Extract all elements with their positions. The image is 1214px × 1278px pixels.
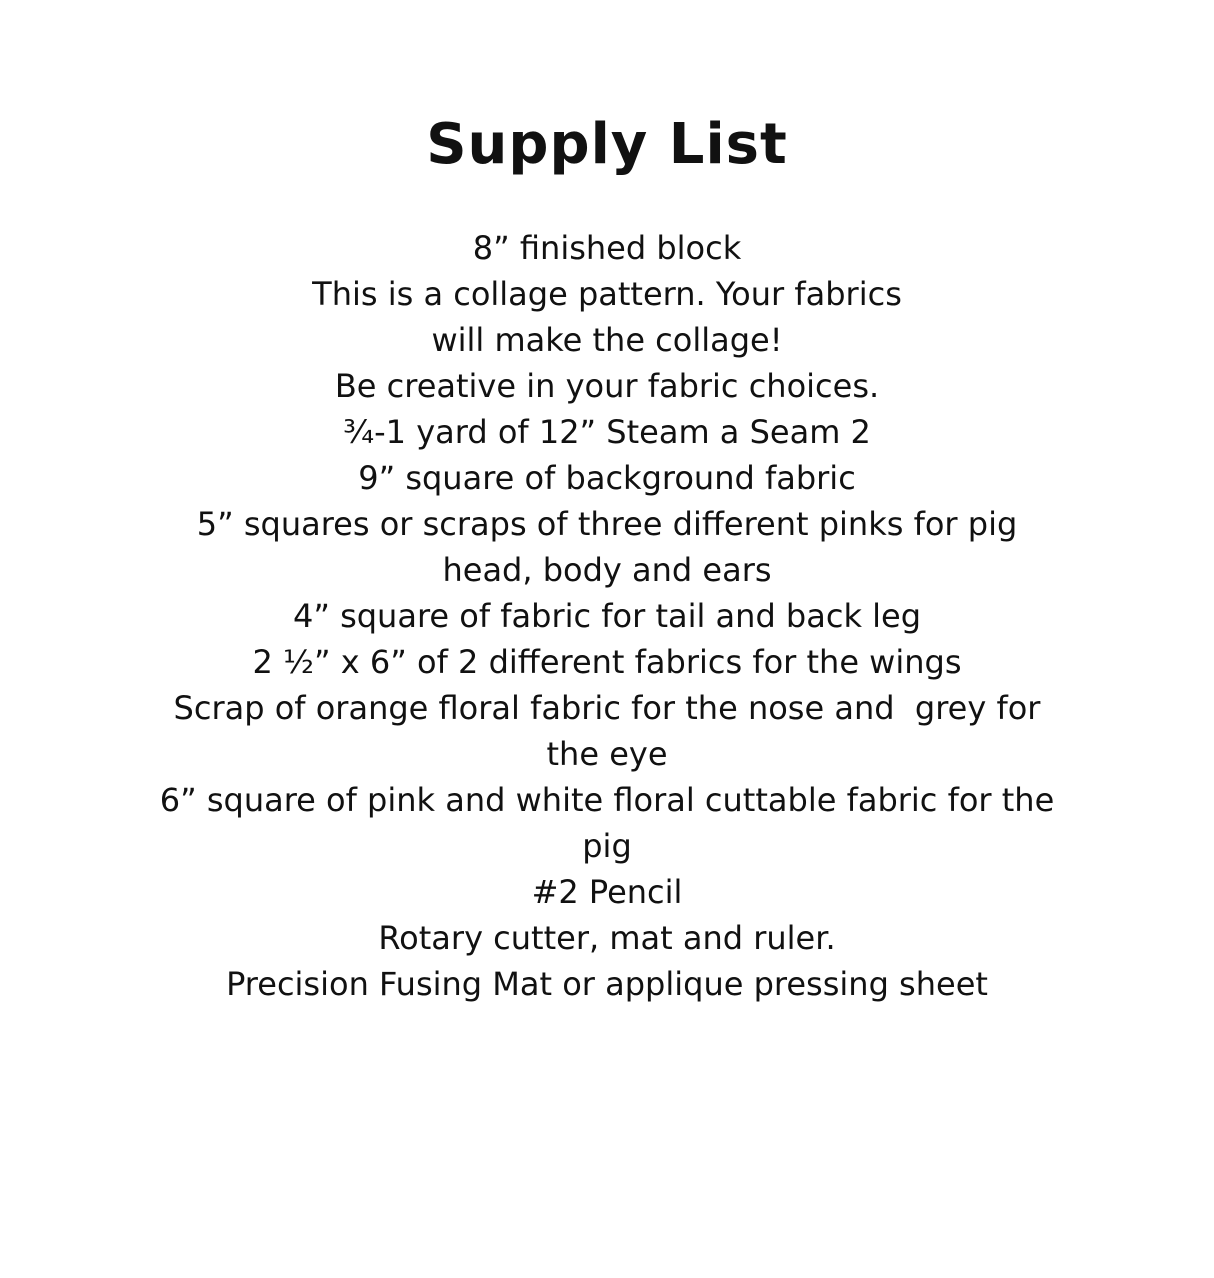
supply-line: 9” square of background fabric bbox=[358, 459, 856, 497]
supply-line: Rotary cutter, mat and ruler. bbox=[378, 919, 836, 957]
supply-line: 6” square of pink and white floral cuttable fabric for the bbox=[159, 781, 1055, 819]
supply-line: head, body and ears bbox=[442, 551, 772, 589]
supply-line: Precision Fusing Mat or applique pressing sheet bbox=[226, 965, 988, 1003]
supply-line: This is a collage pattern. Your fabrics bbox=[312, 275, 902, 313]
supply-list-lines bbox=[77, 225, 1137, 1007]
supply-line: 4” square of fabric for tail and back leg bbox=[292, 597, 922, 635]
supply-line: Scrap of orange floral fabric for the nose and grey for bbox=[173, 689, 1041, 727]
supply-line: 8” finished block bbox=[472, 229, 742, 267]
supply-line: Be creative in your fabric choices. bbox=[334, 367, 880, 405]
supply-line: 2 ½” x 6” of 2 different fabrics for the wings bbox=[252, 643, 962, 681]
supply-line: #2 Pencil bbox=[531, 873, 683, 911]
supply-line: the eye bbox=[546, 735, 668, 773]
page-title: Supply List bbox=[426, 112, 788, 177]
supply-line: pig bbox=[582, 827, 632, 865]
supply-line: will make the collage! bbox=[431, 321, 783, 359]
supply-line: 5” squares or scraps of three different pinks for pig bbox=[196, 505, 1018, 543]
supply-line: ¾-1 yard of 12” Steam a Seam 2 bbox=[343, 413, 871, 451]
